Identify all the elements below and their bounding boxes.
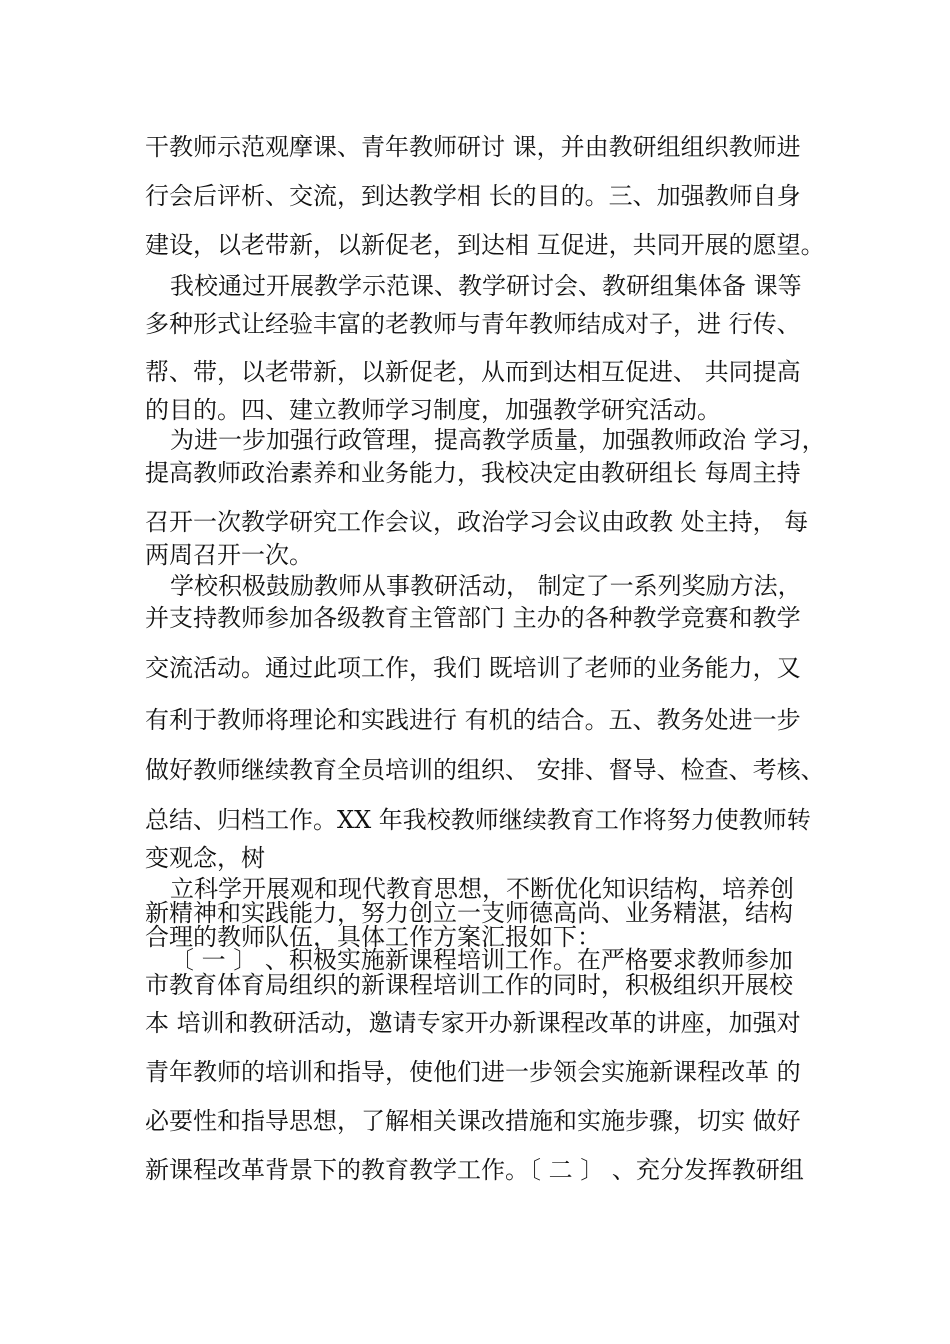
text-line: 帮、带，以老带新，以新促老，从而到达相互促进、 共同提高	[145, 358, 801, 386]
text-line: 本 培训和教研活动，邀请专家开办新课程改革的讲座，加强对	[145, 1009, 801, 1037]
text-line: 青年教师的培训和指导，使他们进一步领会实施新课程改革 的	[145, 1058, 801, 1086]
text-line: 立科学开展观和现代教育思想，不断优化知识结构，培养创	[170, 875, 794, 903]
text-line: 我校通过开展教学示范课、教学研讨会、教研组集体备 课等	[170, 272, 802, 300]
text-line: 并支持教师参加各级教育主管部门 主办的各种教学竞赛和教学	[145, 604, 801, 632]
text-line: 建设，以老带新，以新促老，到达相 互促进，共同开展的愿望。	[145, 231, 825, 259]
text-line: 提高教师政治素养和业务能力，我校决定由教研组长 每周主持	[145, 459, 801, 487]
text-line: 市教育体育局组织的新课程培训工作的同时，积极组织开展校	[145, 971, 793, 999]
text-line: 的目的。四、建立教师学习制度，加强教学研究活动。	[145, 396, 721, 424]
text-line: 做好教师继续教育全员培训的组织、 安排、督导、检查、考核、	[145, 756, 825, 784]
text-line: 必要性和指导思想，了解相关课改措施和实施步骤，切实 做好	[145, 1107, 801, 1135]
text-line: 行会后评析、交流，到达教学相 长的目的。三、加强教师自身	[145, 182, 801, 210]
text-line: 有利于教师将理论和实践进行 有机的结合。五、教务处进一步	[145, 706, 801, 734]
text-line: 召开一次教学研究工作会议，政治学习会议由政教 处主持， 每	[145, 508, 809, 536]
text-line: 变观念，树	[145, 844, 265, 872]
text-line: 合理的教师队伍，具体工作方案汇报如下：	[145, 923, 601, 951]
text-line: 干教师示范观摩课、青年教师研讨 课，并由教研组组织教师进	[145, 133, 801, 161]
text-line: 新课程改革背景下的教育教学工作。〔 二 〕 、充分发挥教研组	[145, 1156, 804, 1184]
text-line: 学校积极鼓励教师从事教研活动， 制定了一系列奖励方法，	[170, 572, 802, 600]
text-line: 总结、归档工作。XX 年我校教师继续教育工作将努力使教师转	[145, 806, 811, 834]
text-line: 多种形式让经验丰富的老教师与青年教师结成对子，进 行传、	[145, 310, 801, 338]
text-line: 为进一步加强行政管理，提高教学质量，加强教师政治 学习，	[170, 426, 826, 454]
text-line: 新精神和实践能力，努力创立一支师德高尚、业务精湛，结构	[145, 899, 793, 927]
text-line: 两周召开一次。	[145, 541, 313, 569]
text-line: 〔 一 〕 、积极实施新课程培训工作。在严格要求教师参加	[170, 946, 793, 974]
text-line: 交流活动。通过此项工作，我们 既培训了老师的业务能力，又	[145, 654, 801, 682]
